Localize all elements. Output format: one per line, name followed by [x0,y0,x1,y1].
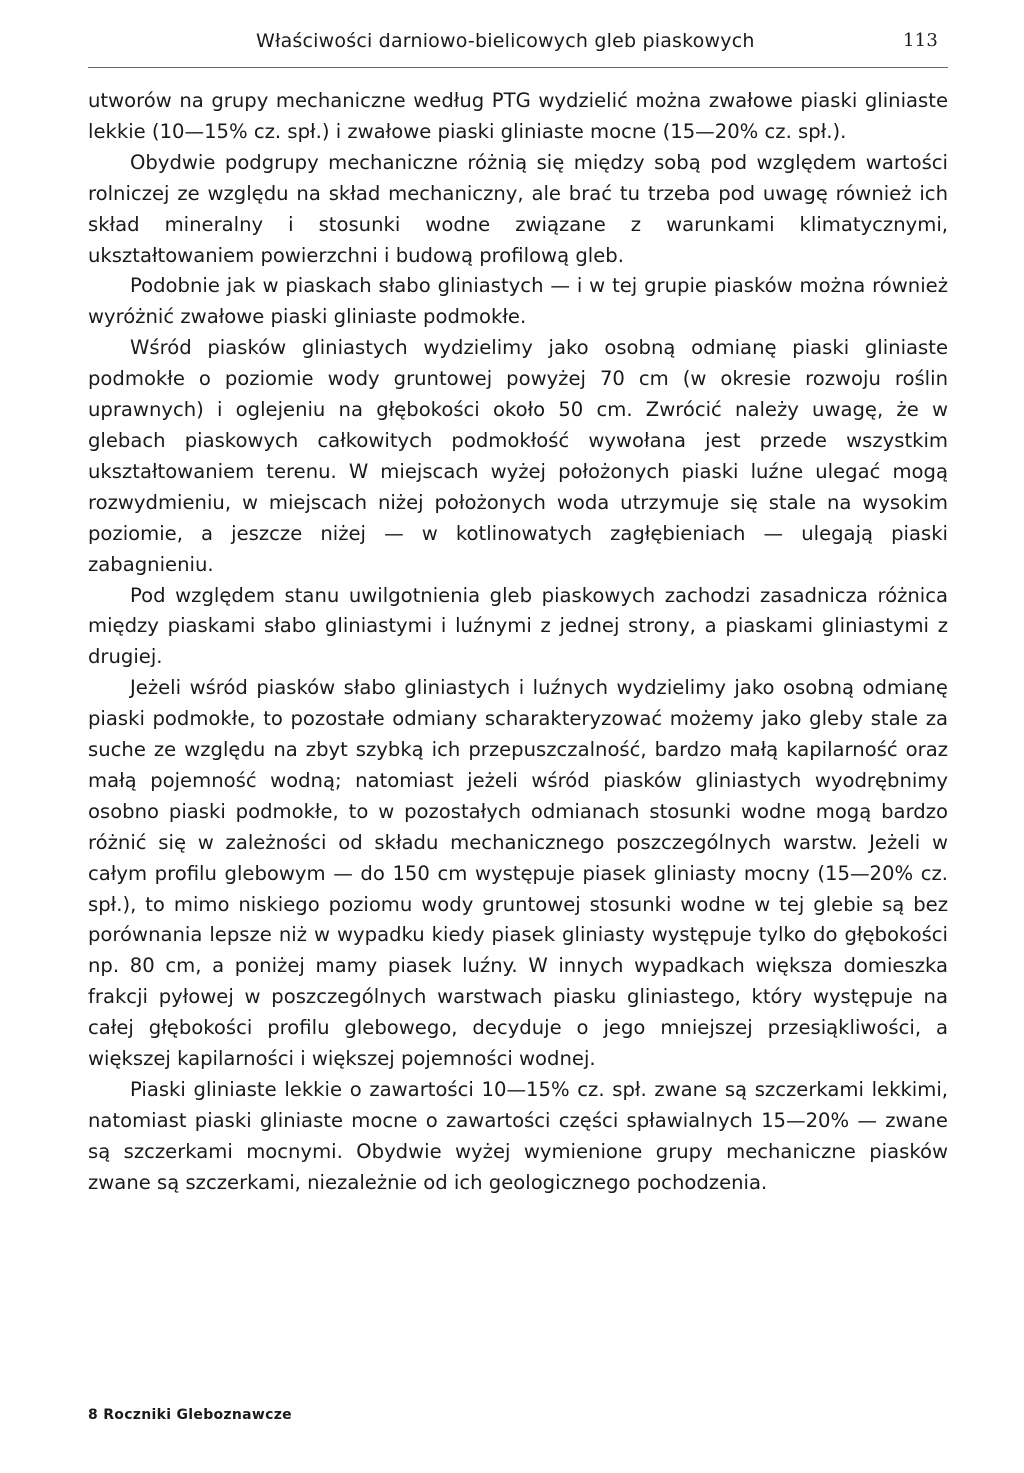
paragraph: Obydwie podgrupy mechaniczne różnią się między sobą pod względem wartości rolniczej ze względu na skład mechaniczny, ale brać tu trzeba pod uwagę również ich skład mineralny i stosunki wodne związane z warunkami klimatycznymi, ukształtowaniem powierzchni i budową profilową gleb. [88,150,948,267]
paragraph: Jeżeli wśród piasków słabo gliniastych i luźnych wydzielimy jako osobną odmianę piaski podmokłe, to pozostałe odmiany scharakteryzować możemy jako gleby stale za suche ze względu na zbyt szybką ich przepuszczalność, bardzo małą kapilarność oraz małą pojemność wodną; natomiast jeżeli wśród piasków gliniastych wyodrębnimy osobno piaski podmokłe, to w pozostałych odmianach stosunki wodne mogą bardzo różnić się w zależności od składu mechanicznego poszczególnych warstw. Jeżeli w całym profilu glebowym — do 150 cm występuje piasek gliniasty mocny (15—20% cz. spł.), to mimo niskiego poziomu wody gruntowej stosunki wodne w tej glebie są bez porównania lepsze niż w wypadku kiedy piasek gliniasty występuje tylko do głębokości np. 80 cm, a poniżej mamy piasek luźny. W innych wypadkach większa domieszka frakcji pyłowej w poszczególnych warstwach piasku gliniastego, który występuje na całej głębokości profilu glebowego, decyduje o jego mniejszej przesiąkliwości, a większej kapilarności i większej pojemności wodnej. [88,676,948,1071]
header-divider [88,67,948,68]
body-text [88,86,948,1199]
page-number: 113 [903,30,938,51]
paragraph: Pod względem stanu uwilgotnienia gleb piaskowych zachodzi zasadnicza różnica między piaskami słabo gliniastymi i luźnymi z jednej strony, a piaskami gliniastymi z drugiej. [88,583,948,669]
paragraph-continued: utworów na grupy mechaniczne według PTG wydzielić można zwałowe piaski gliniaste lekkie (10—15% cz. spł.) i zwałowe piaski gliniaste mocne (15—20% cz. spł.). [88,89,948,143]
running-title: Właściwości darniowo-bielicowych gleb piaskowych [256,30,755,52]
paragraph: Wśród piasków gliniastych wydzielimy jako osobną odmianę piaski gliniaste podmokłe o poziomie wody gruntowej powyżej 70 cm (w okresie rozwoju roślin uprawnych) i oglejeniu na głębokości około 50 cm. Zwrócić należy uwagę, że w glebach piaskowych całkowitych podmokłość wywołana jest przede wszystkim ukształtowaniem terenu. W miejscach wyżej położonych piaski luźne ulegać mogą rozwydmieniu, w miejscach niżej położonych woda utrzymuje się stale na wysokim poziomie, a jeszcze niżej — w kotlinowatych zagłębieniach — ulegają piaski zabagnieniu. [88,336,948,576]
paragraph: Piaski gliniaste lekkie o zawartości 10—15% cz. spł. zwane są szczerkami lekkimi, natomiast piaski gliniaste mocne o zawartości części spławialnych 15—20% — zwane są szczerkami mocnymi. Obydwie wyżej wymienione grupy mechaniczne piasków zwane są szczerkami, niezależnie od ich geologicznego pochodzenia. [88,1078,948,1194]
document-page [88,0,948,1473]
paragraph: Podobnie jak w piaskach słabo gliniastych — i w tej grupie piasków można również wyróżnić zwałowe piaski gliniaste podmokłe. [88,274,948,329]
sheet-signature: 8 Roczniki Gleboznawcze [88,1407,292,1423]
running-header [88,30,948,60]
